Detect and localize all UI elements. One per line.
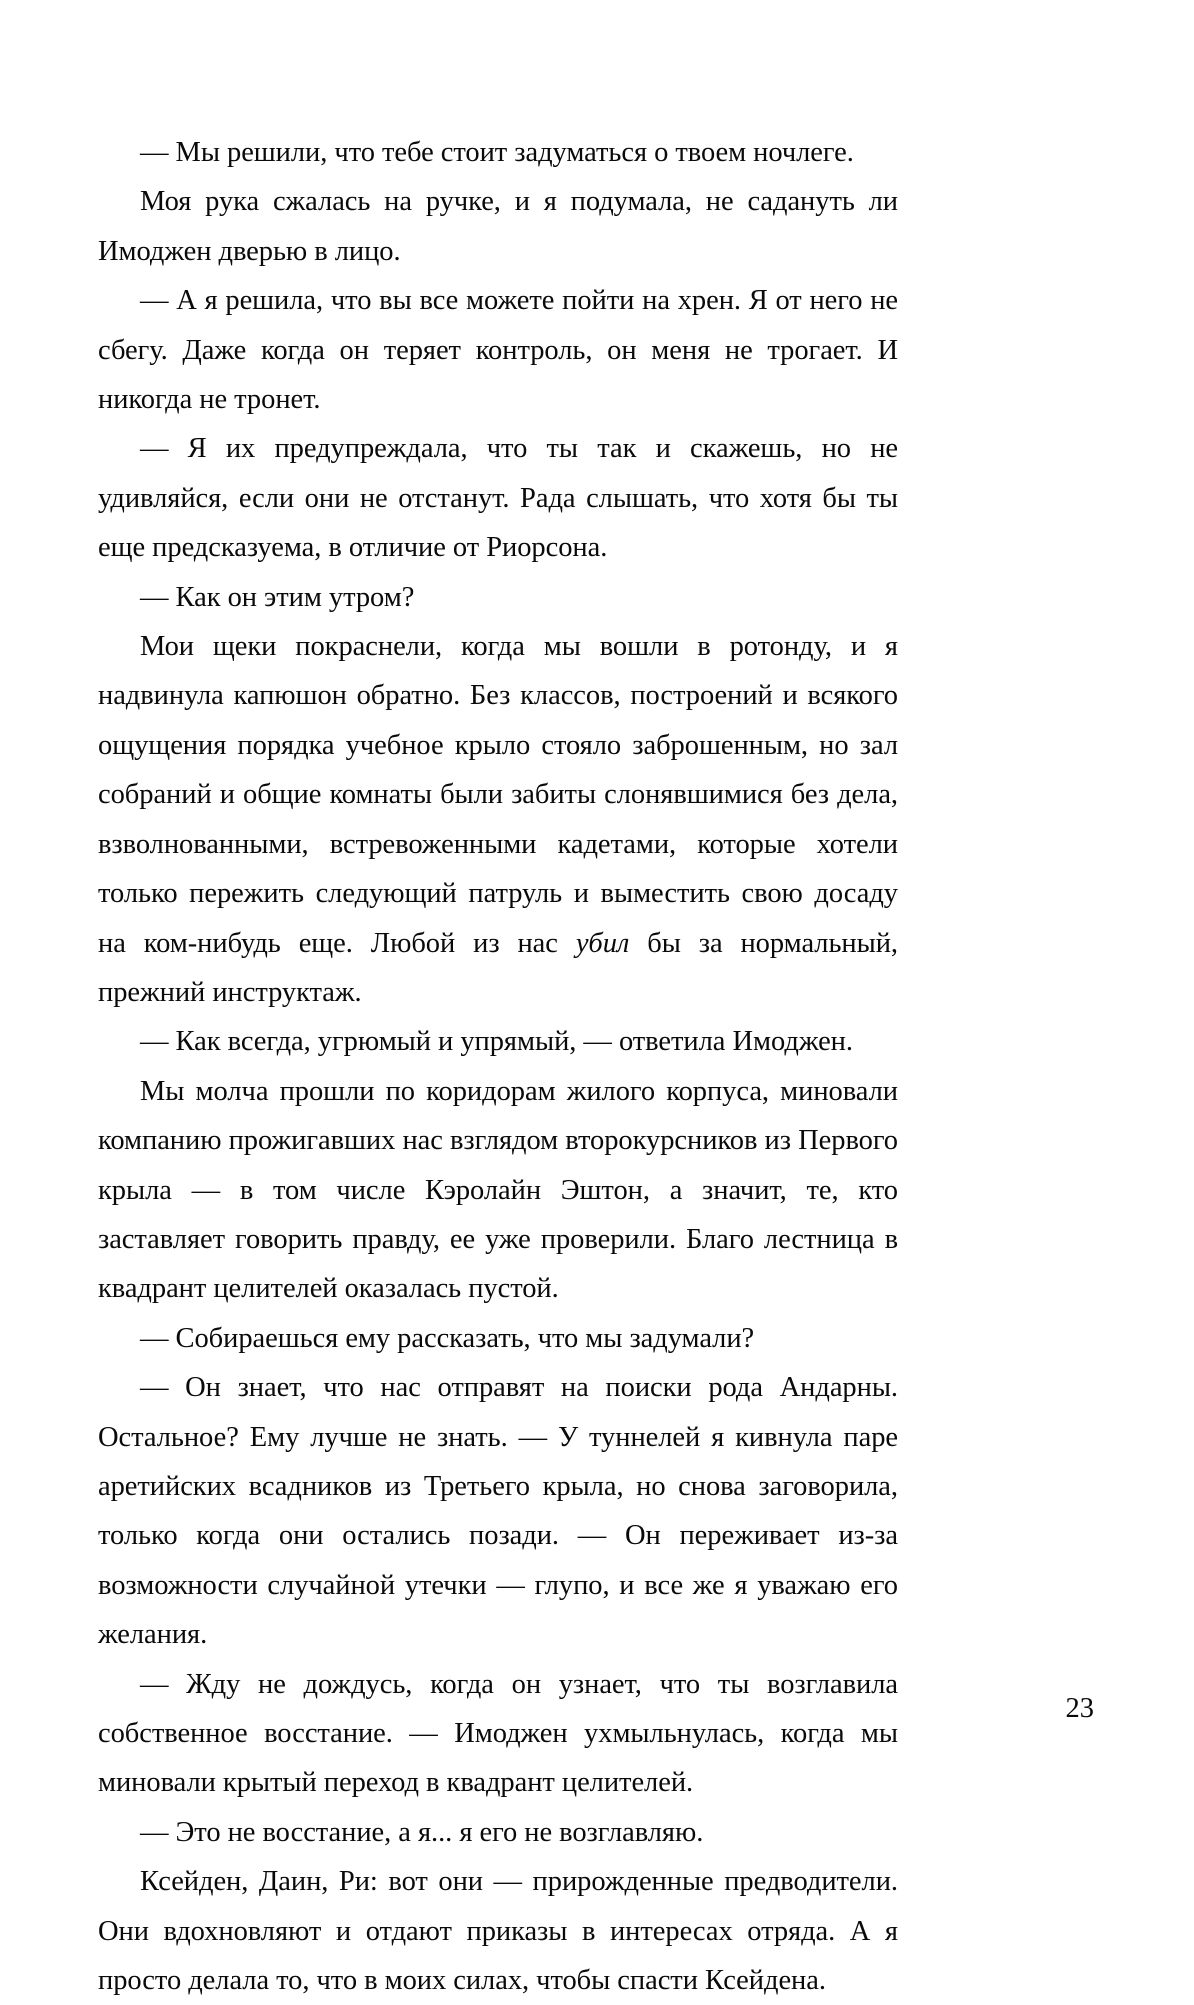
- paragraph-text-after-emphasis: бы за нормальный, прежний инструктаж.: [98, 927, 898, 1008]
- paragraph-narration: Мы молча прошли по коридорам жилого корпуса, миновали компанию прожигавших нас взглядом второкурсников из Первого крыла — в том числе Кэролайн Эштон, а значит, те, кто заставляет говорить правду, ее уже проверили. Благо лестница в квадрант целителей оказалась пустой.: [98, 1075, 898, 1305]
- paragraph-dialogue: — Как всегда, угрюмый и упрямый, — ответила Имоджен.: [140, 1026, 853, 1058]
- page-number: 23: [1065, 1693, 1094, 1724]
- paragraph-narration-with-emphasis: [98, 622, 898, 1017]
- paragraph-dialogue: — А я решила, что вы все можете пойти на хрен. Я от него не сбегу. Даже когда он теряет контроль, он меня не трогает. И никогда не тронет.: [98, 285, 898, 416]
- paragraph-dialogue: — Я их предупреждала, что ты так и скажешь, но не удивляйся, если они не отстанут. Рада слышать, что хотя бы ты еще предсказуема, в отличие от Риорсона.: [98, 433, 898, 564]
- paragraph-dialogue: — Как он этим утром?: [140, 581, 415, 613]
- paragraph-dialogue: — Это не восстание, а я... я его не возглавляю.: [140, 1816, 704, 1848]
- paragraph-dialogue: — Он знает, что нас отправят на поиски рода Андарны. Остальное? Ему лучше не знать. — У туннелей я кивнула паре аретийских всадников из Третьего крыла, но снова заговорила, только когда они остались позади. — Он переживает из-за возможности случайной утечки — глупо, и все же я уважаю его желания.: [98, 1372, 898, 1651]
- paragraph-text-before-emphasis: Мои щеки покраснели, когда мы вошли в ротонду, и я надвинула капюшон обратно. Без классов, построений и всякого ощущения порядка учебное крыло стояло заброшенным, но зал собраний и общие комнаты были забиты слонявшимися без дела, взволнованными, встревоженными кадетами, которые хотели только пережить следующий патруль и выместить свою досаду на ком-нибудь еще. Любой из нас: [98, 631, 898, 959]
- paragraph-dialogue: — Собираешься ему рассказать, что мы задумали?: [140, 1322, 755, 1354]
- paragraph-dialogue: — Жду не дождусь, когда он узнает, что ты возглавила собственное восстание. — Имоджен ухмыльнулась, когда мы миновали крытый переход в квадрант целителей.: [98, 1668, 898, 1799]
- page-text-block: [98, 128, 898, 2005]
- paragraph-narration: Ксейден, Даин, Ри: вот они — прирожденные предводители. Они вдохновляют и отдают приказы в интересах отряда. А я просто делала то, что в моих силах, чтобы спасти Ксейдена.: [98, 1866, 898, 1997]
- emphasized-word: убил: [575, 927, 630, 959]
- paragraph-narration: Моя рука сжалась на ручке, и я подумала, не садануть ли Имоджен дверью в лицо.: [98, 186, 898, 267]
- paragraph-dialogue: — Мы решили, что тебе стоит задуматься о твоем ночлеге.: [140, 137, 854, 168]
